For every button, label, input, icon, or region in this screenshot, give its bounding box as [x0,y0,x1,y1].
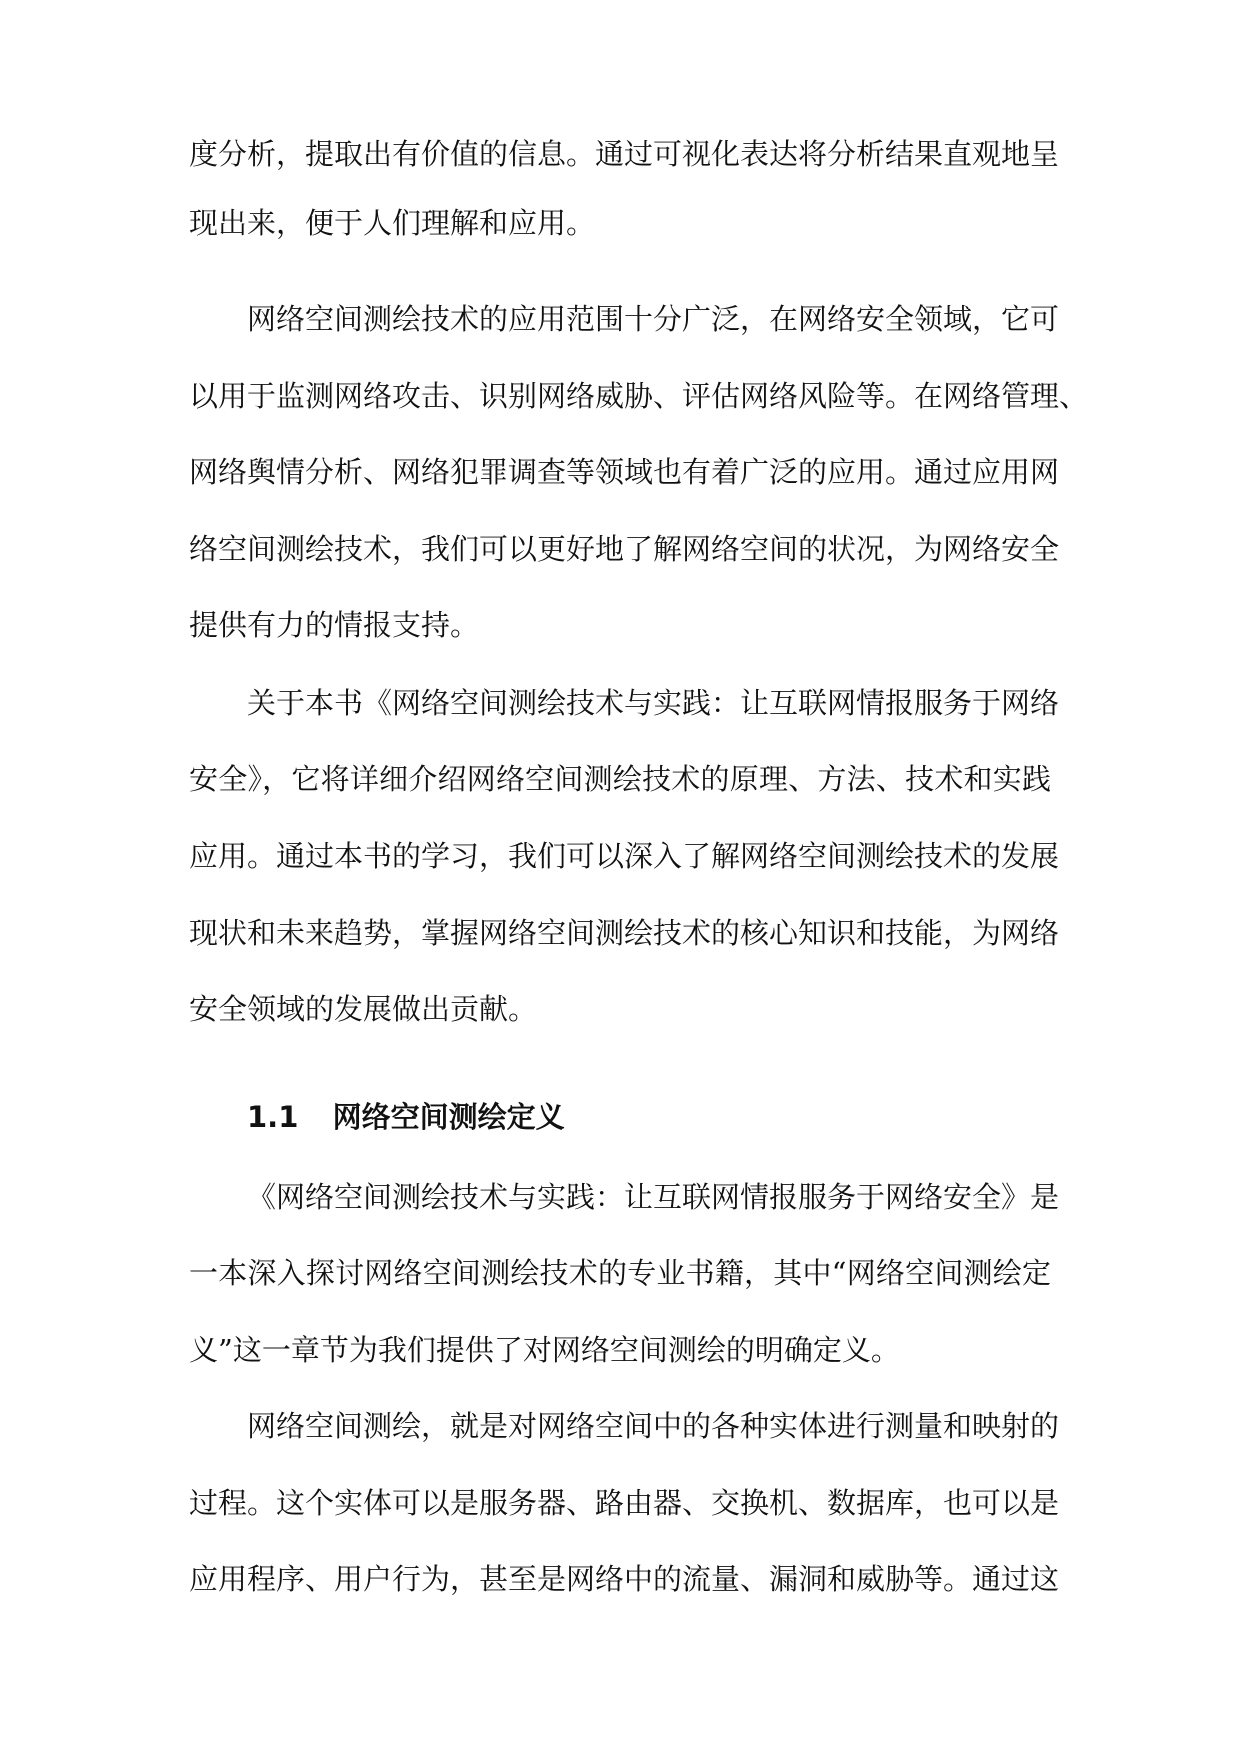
paragraph-line: 网络舆情分析、网络犯罪调查等领域也有着广泛的应用。通过应用网 [189,455,1060,489]
paragraph-line: 安全领域的发展做出贡献。 [189,992,538,1026]
paragraph-line: 安全》，它将详细介绍网络空间测绘技术的原理、方法、技术和实践 [189,762,1051,796]
paragraph-line: 应用。通过本书的学习，我们可以深入了解网络空间测绘技术的发展 [189,839,1060,873]
paragraph-line: 一本深入探讨网络空间测绘技术的专业书籍，其中“网络空间测绘定 [189,1256,1051,1290]
paragraph-line: 关于本书《网络空间测绘技术与实践：让互联网情报服务于网络 [247,686,1060,720]
section-title: 网络空间测绘定义 [332,1100,565,1134]
paragraph-line: 现状和未来趋势，掌握网络空间测绘技术的核心知识和技能，为网络 [189,916,1060,950]
paragraph-line: 网络空间测绘技术的应用范围十分广泛，在网络安全领域，它可 [247,302,1060,336]
section-number: 1.1 [247,1100,299,1134]
section-heading [247,1097,565,1137]
paragraph-line: 网络空间测绘，就是对网络空间中的各种实体进行测量和映射的 [247,1409,1060,1443]
paragraph-line: 度分析，提取出有价值的信息。通过可视化表达将分析结果直观地呈 [189,137,1060,171]
paragraph-line: 以用于监测网络攻击、识别网络威胁、评估网络风险等。在网络管理、 [189,379,1089,413]
paragraph-line: 提供有力的情报支持。 [189,608,480,642]
paragraph-line: 过程。这个实体可以是服务器、路由器、交换机、数据库，也可以是 [189,1486,1060,1520]
paragraph-line: 络空间测绘技术，我们可以更好地了解网络空间的状况，为网络安全 [189,532,1060,566]
paragraph-line: 应用程序、用户行为，甚至是网络中的流量、漏洞和威胁等。通过这 [189,1562,1060,1596]
paragraph-line: 《网络空间测绘技术与实践：让互联网情报服务于网络安全》是 [247,1180,1060,1214]
paragraph-line: 现出来，便于人们理解和应用。 [189,206,596,240]
paragraph-line: 义”这一章节为我们提供了对网络空间测绘的明确定义。 [189,1333,900,1367]
